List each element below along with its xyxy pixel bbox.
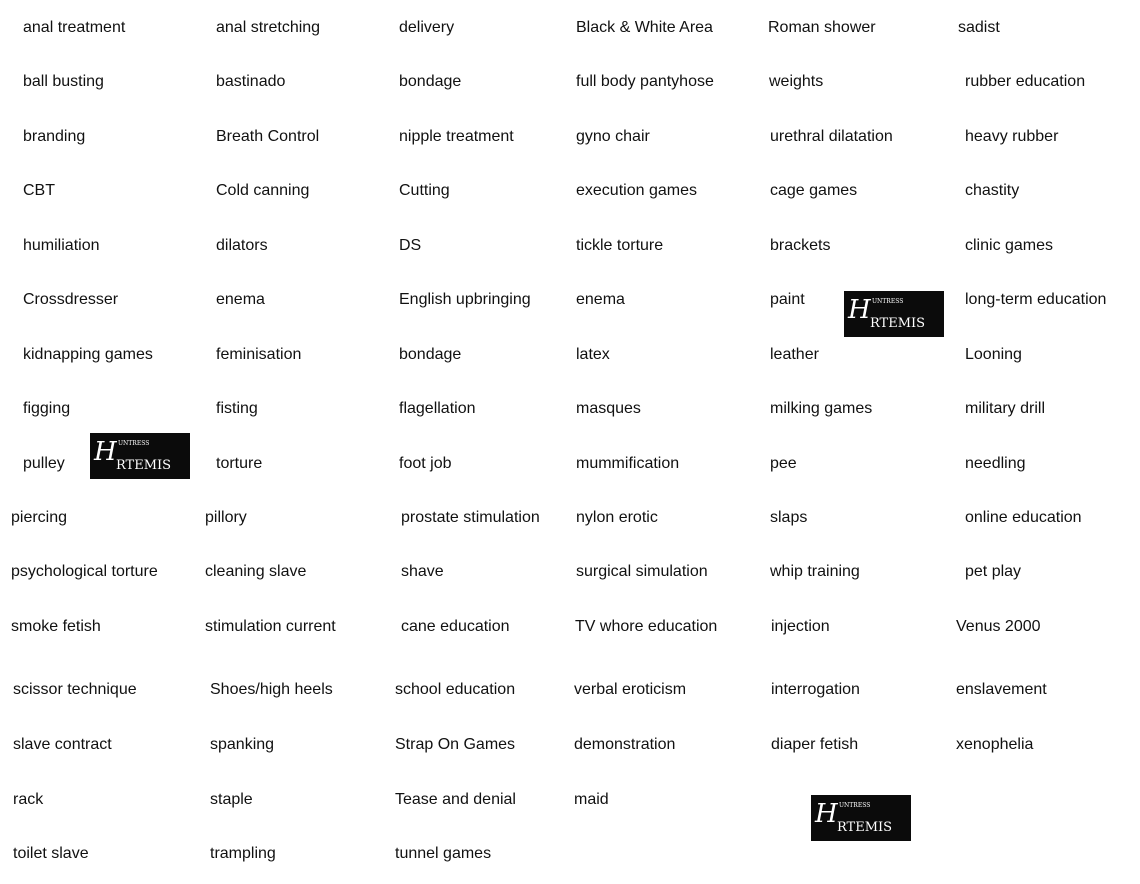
term-label: flagellation	[399, 400, 476, 417]
term-label: execution games	[576, 182, 697, 199]
huntress-artemis-logo	[811, 795, 911, 841]
term-label: verbal eroticism	[574, 681, 687, 698]
term-label: chastity	[965, 182, 1020, 199]
term-label: urethral dilatation	[770, 128, 893, 145]
term-label: slaps	[770, 509, 808, 526]
term-label: diaper fetish	[771, 736, 859, 753]
term-label: staple	[210, 791, 253, 808]
logo-graphic	[844, 291, 944, 337]
term-label: Crossdresser	[23, 291, 119, 308]
logo-big-text: RTEMIS	[837, 820, 893, 835]
term-label: fisting	[216, 400, 258, 417]
term-label: CBT	[23, 182, 55, 199]
term-label: bondage	[399, 73, 462, 90]
logo-initial-h: H	[815, 799, 838, 829]
term-label: weights	[769, 73, 824, 90]
logo-graphic	[811, 795, 911, 841]
term-label: pulley	[23, 455, 65, 472]
term-label: school education	[395, 681, 516, 698]
term-label: Cutting	[399, 182, 450, 199]
term-label: dilators	[216, 237, 268, 254]
term-label: kidnapping games	[23, 346, 153, 363]
term-label: latex	[576, 346, 610, 363]
term-label: figging	[23, 400, 71, 417]
term-label: Strap On Games	[395, 736, 516, 753]
term-label: torture	[216, 455, 263, 472]
term-label: online education	[965, 509, 1082, 526]
term-label: surgical simulation	[576, 563, 708, 580]
term-label: pee	[770, 455, 797, 472]
term-label: long-term education	[965, 291, 1107, 308]
term-label: military drill	[965, 400, 1045, 417]
logo-big-text: RTEMIS	[870, 316, 926, 331]
term-label: toilet slave	[13, 845, 89, 862]
term-label: enslavement	[956, 681, 1047, 698]
term-label: interrogation	[771, 681, 860, 698]
term-label: humiliation	[23, 237, 100, 254]
term-label: maid	[574, 791, 609, 808]
term-label: xenophelia	[956, 736, 1034, 753]
term-label: Tease and denial	[395, 791, 516, 808]
term-label: pillory	[205, 509, 247, 526]
term-label: enema	[576, 291, 625, 308]
term-label: feminisation	[216, 346, 302, 363]
term-label: Shoes/high heels	[210, 681, 333, 698]
logo-initial-h: H	[94, 437, 117, 467]
term-label: delivery	[399, 19, 455, 36]
term-label: masques	[576, 400, 641, 417]
term-label: cage games	[770, 182, 858, 199]
term-label: tickle torture	[576, 237, 664, 254]
term-label: ball busting	[23, 73, 104, 90]
term-label: rubber education	[965, 73, 1086, 90]
term-label: spanking	[210, 736, 275, 753]
huntress-artemis-logo	[844, 291, 944, 337]
logo-graphic	[90, 433, 190, 479]
logo-small-text: UNTRESS	[118, 440, 150, 447]
logo-initial-h: H	[848, 295, 871, 325]
term-label: shave	[401, 563, 444, 580]
term-label: pet play	[965, 563, 1022, 580]
term-label: Venus 2000	[956, 618, 1041, 635]
term-label: clinic games	[965, 237, 1054, 254]
term-label: full body pantyhose	[576, 73, 714, 90]
term-label: needling	[965, 455, 1026, 472]
term-label: nylon erotic	[576, 509, 658, 526]
term-label: branding	[23, 128, 86, 145]
term-label: whip training	[770, 563, 860, 580]
term-label: Looning	[965, 346, 1022, 363]
term-label: tunnel games	[395, 845, 492, 862]
logo-small-text: UNTRESS	[872, 298, 904, 305]
term-label: mummification	[576, 455, 680, 472]
term-label: bastinado	[216, 73, 286, 90]
term-label: gyno chair	[576, 128, 650, 145]
term-label: TV whore education	[575, 618, 718, 635]
term-label: slave contract	[13, 736, 112, 753]
term-label: Cold canning	[216, 182, 310, 199]
term-label: trampling	[210, 845, 276, 862]
term-label: bondage	[399, 346, 462, 363]
term-label: prostate stimulation	[401, 509, 540, 526]
term-label: Black & White Area	[576, 19, 713, 36]
term-label: anal stretching	[216, 19, 321, 36]
term-label: Roman shower	[768, 19, 876, 36]
term-label: heavy rubber	[965, 128, 1059, 145]
term-label: piercing	[11, 509, 68, 526]
term-label: brackets	[770, 237, 831, 254]
term-label: foot job	[399, 455, 452, 472]
term-label: leather	[770, 346, 819, 363]
term-label: cane education	[401, 618, 510, 635]
term-label: psychological torture	[11, 563, 158, 580]
term-label: scissor technique	[13, 681, 137, 698]
term-label: paint	[770, 291, 805, 308]
term-label: nipple treatment	[399, 128, 514, 145]
huntress-artemis-logo	[90, 433, 190, 479]
term-label: sadist	[958, 19, 1000, 36]
term-label: injection	[771, 618, 830, 635]
term-label: milking games	[770, 400, 873, 417]
logo-small-text: UNTRESS	[839, 802, 871, 809]
term-label: smoke fetish	[11, 618, 101, 635]
term-label: demonstration	[574, 736, 676, 753]
term-label: stimulation current	[205, 618, 336, 635]
term-label: cleaning slave	[205, 563, 307, 580]
logo-big-text: RTEMIS	[116, 458, 172, 473]
term-label: enema	[216, 291, 265, 308]
term-label: anal treatment	[23, 19, 126, 36]
term-label: rack	[13, 791, 44, 808]
term-label: DS	[399, 237, 422, 254]
term-label: English upbringing	[399, 291, 531, 308]
term-label: Breath Control	[216, 128, 320, 145]
